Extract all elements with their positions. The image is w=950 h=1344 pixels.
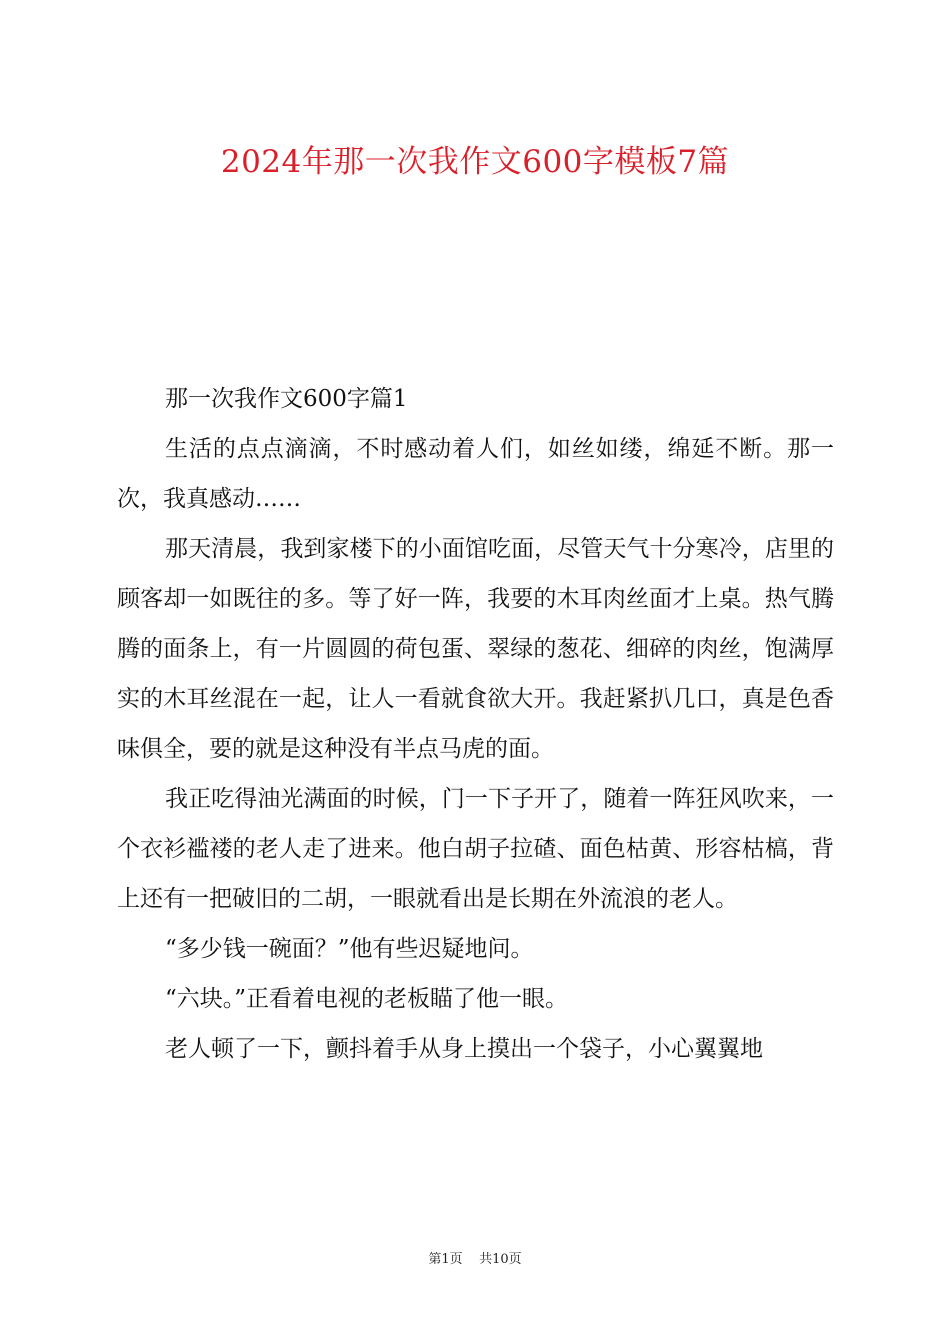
document-title: 2024年那一次我作文600字模板7篇: [220, 144, 730, 180]
page-footer: 第1页 共10页: [428, 1252, 522, 1267]
paragraph: “六块。”正看着电视的老板瞄了他一眼。: [165, 986, 569, 1012]
document-body: [117, 374, 834, 1074]
paragraph: “多少钱一碗面？”他有些迟疑地问。: [165, 936, 534, 962]
paragraph: 那天清晨，我到家楼下的小面馆吃面，尽管天气十分寒冷，店里的顾客却一如既往的多。等了好一阵，我要的木耳肉丝面才上桌。热气腾腾的面条上，有一片圆圆的荷包蛋、翠绿的葱花、细碎的肉丝，饱满厚实的木耳丝混在一起，让人一看就食欲大开。我赶紧扒几口，真是色香味俱全，要的就是这种没有半点马虎的面。: [117, 536, 834, 762]
paragraph: 老人顿了一下，颤抖着手从身上摸出一个袋子，小心翼翼地: [165, 1036, 763, 1062]
paragraph: 生活的点点滴滴，不时感动着人们，如丝如缕，绵延不断。那一次，我真感动……: [117, 436, 834, 512]
paragraph: 我正吃得油光满面的时候，门一下子开了，随着一阵狂风吹来，一个衣衫褴褛的老人走了进来。他白胡子拉碴、面色枯黄、形容枯槁，背上还有一把破旧的二胡，一眼就看出是长期在外流浪的老人。: [117, 786, 834, 912]
section-heading: 那一次我作文600字篇1: [165, 386, 408, 412]
